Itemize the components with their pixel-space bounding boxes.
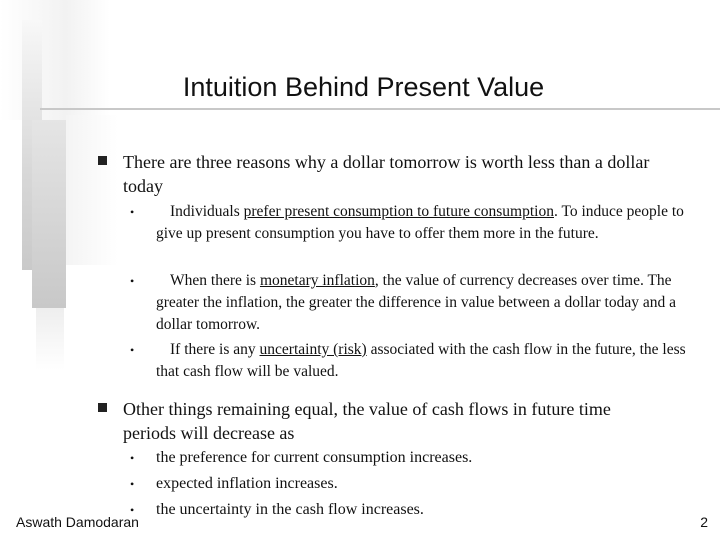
sub-bullet: [130, 471, 690, 497]
dot-bullet-icon: •: [130, 503, 135, 517]
main-bullet: [98, 397, 658, 445]
page-number: 2: [700, 514, 708, 530]
main-bullet: [98, 150, 658, 198]
sub-bullet-text: expected inflation increases.: [156, 475, 338, 492]
dot-bullet-icon: •: [130, 274, 135, 288]
sub-bullet-text: Individuals prefer present consumption to future consumption. To induce people to give up present consumption you have to offer them more in the future.: [156, 203, 684, 242]
sub-bullet: [130, 270, 690, 336]
dot-bullet-icon: •: [130, 477, 135, 491]
main-bullet-text: There are three reasons why a dollar tomorrow is worth less than a dollar today: [123, 152, 650, 196]
square-bullet-icon: [98, 403, 107, 412]
slide-title: Intuition Behind Present Value: [182, 72, 545, 102]
sub-bullet-text: the preference for current consumption increases.: [156, 449, 473, 466]
emphasis: uncertainty (risk): [259, 341, 367, 358]
main-bullet-text: Other things remaining equal, the value of cash flows in future time periods will decrease as: [123, 399, 611, 443]
sub-bullet: [130, 445, 690, 471]
dot-bullet-icon: •: [130, 451, 135, 465]
sub-bullet: [130, 497, 690, 523]
emphasis: prefer present consumption to future consumption: [243, 203, 554, 220]
square-bullet-icon: [98, 156, 107, 165]
sub-bullet: [130, 339, 690, 383]
title-rule: [40, 108, 720, 110]
decorative-block: [36, 308, 64, 370]
decorative-block: [32, 120, 66, 308]
sub-bullet: [130, 201, 690, 245]
emphasis: monetary inflation: [259, 272, 375, 289]
dot-bullet-icon: •: [130, 343, 135, 357]
dot-bullet-icon: •: [130, 205, 135, 219]
footer-author: Aswath Damodaran: [16, 514, 139, 530]
sub-bullet-text: If there is any uncertainty (risk) associated with the cash flow in the future, the less that cash flow will be valued.: [156, 341, 686, 380]
sub-bullet-text: When there is monetary inflation, the value of currency decreases over time. The greater the inflation, the greater the difference in value between a dollar today and a dollar tomorrow.: [156, 272, 677, 333]
sub-bullet-text: the uncertainty in the cash flow increases.: [156, 501, 424, 518]
